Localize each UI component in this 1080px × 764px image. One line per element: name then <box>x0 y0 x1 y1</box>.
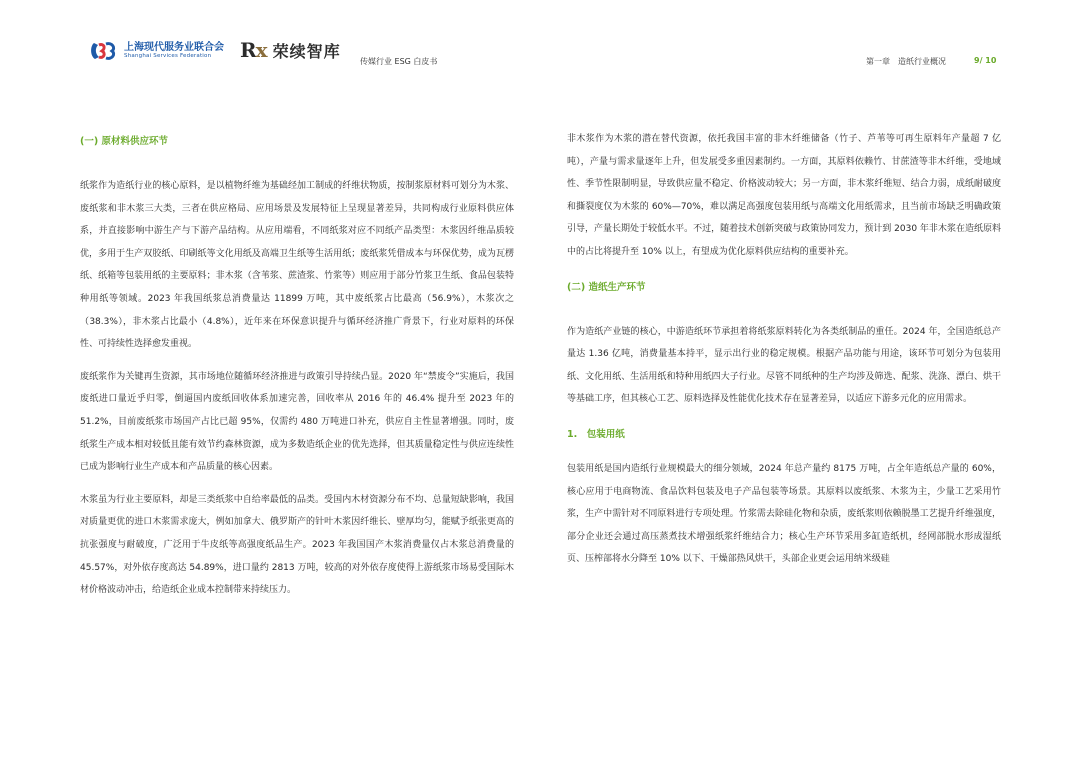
paragraph-wood-pulp: 木浆虽为行业主要原料，却是三类纸浆中自给率最低的品类。受国内木材资源分布不均、总量短缺影响，我国对质量更优的进口木浆需求庞大，例如加拿大、俄罗斯产的针叶木浆因纤维长、壁厚均匀，能赋予纸张更高的抗张强度与耐破度，广泛用于牛皮纸等高强度纸品生产。2023 年我国国产木浆消费量仅占木浆总消费量的 45.57%，对外依存度高达 54.89%，进口量约 2813 万吨，较高的对外依存度使得上游纸浆市场易受国际木材价格波动冲击，给造纸企业成本控制带来持续压力。 <box>80 494 514 596</box>
federation-logo-icon <box>90 40 118 62</box>
paragraph-production-overview: 作为造纸产业链的核心，中游造纸环节承担着将纸浆原料转化为各类纸制品的重任。2024 年，全国造纸总产量达 1.36 亿吨，消费量基本持平，显示出行业的稳定规模。根据产品功能与用途，该环节可划分为包装用纸、文化用纸、生活用纸和特种用纸四大子行业。尽管不同纸种的生产均涉及筛选、配浆、洗涤、漂白、烘干等基础工序，但其核心工艺、原料选择及性能优化技术存在显著差异，以适应下游多元化的应用需求。 <box>567 326 1001 405</box>
rx-letter-r: R <box>240 38 256 62</box>
section-heading-raw-materials: (一) 原材料供应环节 <box>80 136 168 147</box>
subheading-packaging-paper: 1. 包装用纸 <box>567 428 625 440</box>
federation-name-en: Shanghai Services Federation <box>124 53 212 60</box>
rx-letter-x: x <box>255 38 267 62</box>
think-tank-logo <box>240 38 341 62</box>
paragraph-pulp-overview: 纸浆作为造纸行业的核心原料，是以植物纤维为基础经加工制成的纤维状物质，按制浆原材料可划分为木浆、废纸浆和非木浆三大类，三者在供应格局、应用场景及发展特征上呈现显著差异，共同构成行业原料供应体系，并直接影响中游生产与下游产品结构。从应用端看，不同纸浆对应不同纸产品类型：木浆因纤维品质较优，多用于生产双胶纸、印刷纸等文化用纸及高端卫生纸等生活用纸；废纸浆凭借成本与环保优势，成为瓦楞纸、纸箱等包装用纸的主要原料；非木浆（含苇浆、蔗渣浆、竹浆等）则应用于部分竹浆卫生纸、食品包装特种用纸等领域。2023 年我国纸浆总消费量达 11899 万吨，其中废纸浆占比最高（56.9%），木浆次之（38.3%），非木浆占比最小（4.8%），近年来在环保意识提升与循环经济推广背景下，行业对原料的环保性、可持续性选择愈发重视。 <box>80 181 514 350</box>
paragraph-non-wood-pulp: 非木浆作为木浆的潜在替代资源，依托我国丰富的非木纤维储备（竹子、芦苇等可再生原料年产量超 7 亿吨），产量与需求量逐年上升，但发展受多重因素制约。一方面，其原料依赖竹、甘蔗渣等非木纤维，受地域性、季节性限制明显，导致供应量不稳定、价格波动较大；另一方面，非木浆纤维短、结合力弱，成纸耐破度和撕裂度仅为木浆的 60%—70%，难以满足高强度包装用纸与高端文化用纸需求，且当前市场缺乏明确政策引导，产量长期处于较低水平。不过，随着技术创新突破与政策协同发力，预计到 2030 年非木浆在造纸原料中的占比将提升至 10% 以上，有望成为优化原料供应结构的重要补充。 <box>567 134 1001 257</box>
page-number: 9/ 10 <box>974 56 997 65</box>
think-tank-name: 荣续智库 <box>272 41 341 61</box>
page-header <box>0 0 1080 80</box>
paragraph-waste-pulp: 废纸浆作为关键再生资源，其市场地位随循环经济推进与政策引导持续凸显。2020 年“禁废令”实施后，我国废纸进口量近乎归零，倒逼国内废纸回收体系加速完善，回收率从 2016 年的 46.4% 提升至 2023 年的 51.2%，目前废纸浆市场国产占比已超 95%，仅需约 480 万吨进口补充，供应自主性显著增强。同时，废纸浆生产成本相对较低且能有效节约森林资源，成为多数造纸企业的优先选择，但其质量稳定性与供应连续性已成为影响行业生产成本和产品质量的核心因素。 <box>80 371 514 473</box>
chapter-label: 第一章 造纸行业概况 <box>866 57 946 66</box>
left-column <box>80 128 514 612</box>
section-heading-production: (二) 造纸生产环节 <box>567 281 646 293</box>
federation-name-cn: 上海现代服务业联合会 <box>124 42 224 54</box>
document-title: 传媒行业 ESG 白皮书 <box>360 57 438 66</box>
federation-logo <box>90 40 224 62</box>
rx-logo-mark <box>240 38 267 62</box>
right-column <box>567 128 1001 581</box>
paragraph-packaging-paper: 包装用纸是国内造纸行业规模最大的细分领域，2024 年总产量约 8175 万吨，占全年造纸总产量的 60%，核心应用于电商物流、食品饮料包装及电子产品包装等场景。其原料以废纸浆、木浆为主，少量工艺采用竹浆，生产中需针对不同原料进行专项处理。竹浆需去除硅化物和杂质，废纸浆则依赖脱墨工艺提升纤维强度，部分企业还会通过高压蒸煮技术增强纸浆纤维结合力；核心生产环节采用多缸造纸机，经网部脱水形成湿纸页、压榨部将水分降至 10% 以下、干燥部热风烘干，头部企业更会运用纳米级硅 <box>567 463 1001 565</box>
